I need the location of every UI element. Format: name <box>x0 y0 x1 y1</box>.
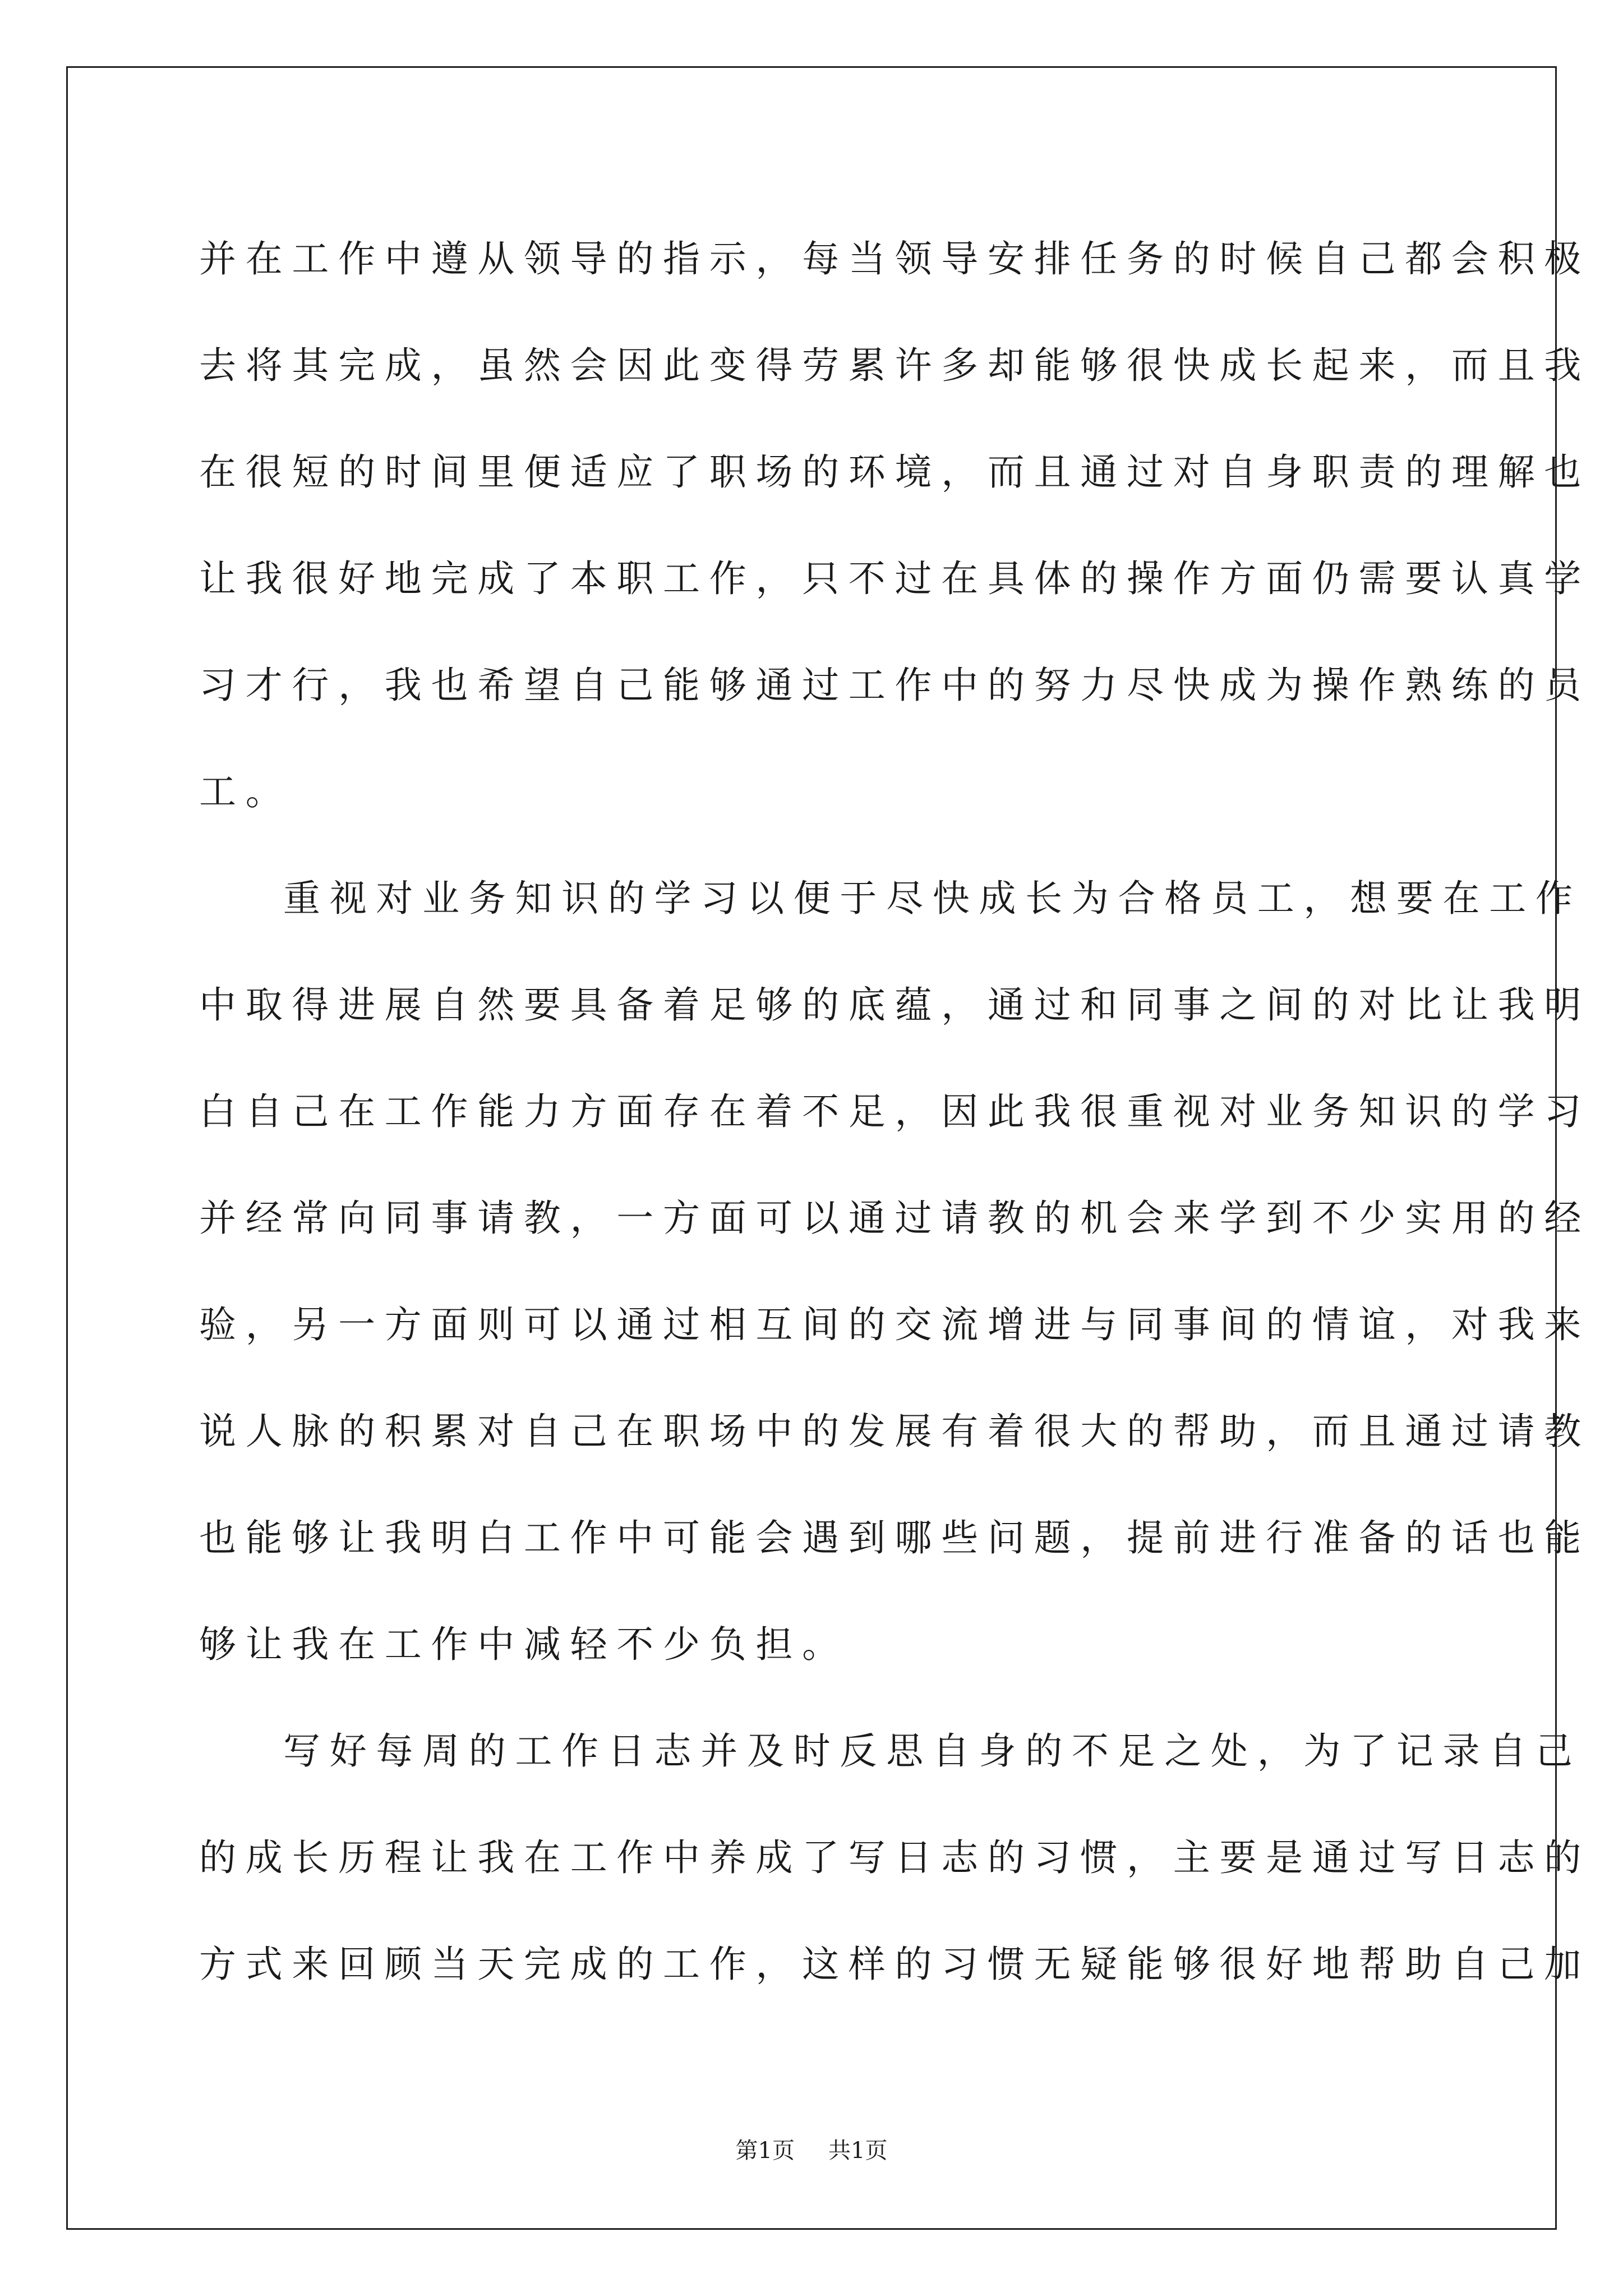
text-line: 在很短的时间里便适应了职场的环境，而且通过对自身职责的理解也 <box>199 450 1590 494</box>
text-line: 去将其完成，虽然会因此变得劳累许多却能够很快成长起来，而且我 <box>199 344 1590 387</box>
text-line: 习才行，我也希望自己能够通过工作中的努力尽快成为操作熟练的员 <box>199 664 1590 707</box>
text-line: 说人脉的积累对自己在职场中的发展有着很大的帮助，而且通过请教 <box>199 1410 1590 1453</box>
text-line: 白自己在工作能力方面存在着不足，因此我很重视对业务知识的学习 <box>199 1090 1590 1133</box>
page-number: 第1页 <box>735 2138 795 2164</box>
text-line: 也能够让我明白工作中可能会遇到哪些问题，提前进行准备的话也能 <box>199 1516 1590 1559</box>
paragraph-first-line: 写好每周的工作日志并及时反思自身的不足之处，为了记录自己 <box>283 1729 1582 1773</box>
text-line: 并经常向同事请教，一方面可以通过请教的机会来学到不少实用的经 <box>199 1197 1590 1240</box>
page-total: 共1页 <box>828 2138 888 2164</box>
text-line: 方式来回顾当天完成的工作，这样的习惯无疑能够很好地帮助自己加 <box>199 1943 1590 1986</box>
text-line: 让我很好地完成了本职工作，只不过在具体的操作方面仍需要认真学 <box>199 557 1590 600</box>
text-line: 并在工作中遵从领导的指示，每当领导安排任务的时候自己都会积极 <box>199 237 1590 280</box>
paragraph-first-line: 重视对业务知识的学习以便于尽快成长为合格员工，想要在工作 <box>283 877 1582 920</box>
text-line: 够让我在工作中减轻不少负担。 <box>199 1623 849 1666</box>
page-footer <box>0 2134 1623 2168</box>
text-line: 验，另一方面则可以通过相互间的交流增进与同事间的情谊，对我来 <box>199 1303 1590 1346</box>
text-line: 工。 <box>199 770 292 813</box>
text-line: 的成长历程让我在工作中养成了写日志的习惯，主要是通过写日志的 <box>199 1836 1590 1879</box>
text-line: 中取得进展自然要具备着足够的底蕴，通过和同事之间的对比让我明 <box>199 983 1590 1027</box>
document-body <box>199 206 1590 2018</box>
